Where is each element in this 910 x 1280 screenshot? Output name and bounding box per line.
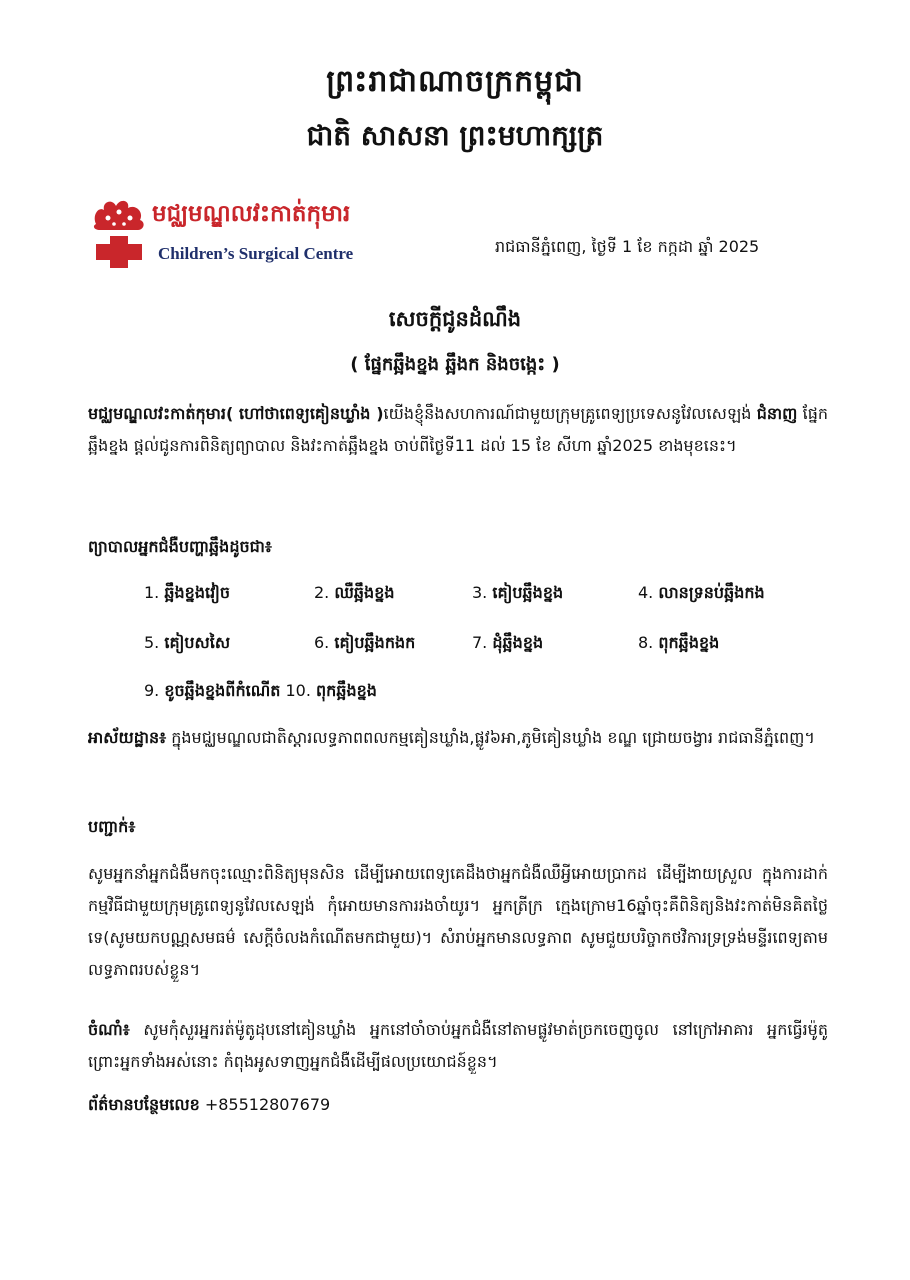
condition-number: 3. xyxy=(472,583,488,602)
condition-item xyxy=(314,582,395,606)
address-text: ក្នុងមជ្ឈមណ្ឌលជាតិស្តារលទ្ធភាពពលកម្មគៀនឃ្លាំង,ផ្លូវ៦អា,ភូមិគៀនឃ្លាំង ខណ្ឌ ជ្រោយចង្វារ រាជធានីភ្នំពេញ។ xyxy=(171,728,815,747)
condition-label: ដុំឆ្អឹងខ្នង xyxy=(492,633,544,652)
contact-line xyxy=(88,1094,330,1118)
caution-label: ចំណាំ៖ xyxy=(88,1020,130,1039)
logo-khmer-name: មជ្ឈមណ្ឌលវះកាត់កុមារ xyxy=(152,201,351,227)
condition-item xyxy=(144,582,230,606)
condition-label: គៀបឆ្អឹងកងក xyxy=(334,633,416,652)
address-paragraph xyxy=(88,722,828,754)
dateline: រាជធានីភ្នំពេញ, ថ្ងៃទី 1 ខែ កក្កដា ឆ្នាំ 2025 xyxy=(495,237,760,256)
condition-label: ឆ្អឹងខ្នងវៀច xyxy=(164,583,231,602)
caution-text: សូមកុំសួរអ្នករត់ម៉ូតូដុបនៅគៀនឃ្លាំង អ្នកនៅចាំចាប់អ្នកជំងឺនៅតាមផ្លូវមាត់ច្រកចេញចូល នៅក្រៅអាគារ អ្នកធ្វើរម៉ូតូ ព្រោះអ្នកទាំងអស់នោះ កំពុងអូសទាញអ្នកជំងឺដើម្បីផលប្រយោជន៍ខ្លួន។ xyxy=(88,1020,828,1071)
condition-number: 2. xyxy=(314,583,330,602)
condition-number: 10. xyxy=(285,681,311,700)
condition-item xyxy=(472,582,563,606)
note-label: បញ្ជាក់៖ xyxy=(88,817,136,836)
logo xyxy=(90,198,390,278)
condition-item xyxy=(472,632,543,656)
intro-text-1: យើងខ្ញុំនឹងសហការណ៍ជាមួយក្រុមគ្រូពេទ្យប្រទេសនូវែលសេឡង់ xyxy=(383,404,752,423)
intro-bold-2: ជំនាញ xyxy=(756,404,798,423)
conditions-heading: ព្យាបាលអ្នកជំងឺបញ្ហាឆ្អឹងដូចជា៖ xyxy=(88,537,272,556)
condition-label: ពុកឆ្អឹងខ្នង xyxy=(658,633,720,652)
condition-number: 8. xyxy=(638,633,654,652)
notice-title: សេចក្តីជូនដំណឹង xyxy=(388,307,522,331)
condition-label: គៀបសសៃ xyxy=(164,633,231,652)
condition-label: ខូចឆ្អឹងខ្នងពីកំណើត xyxy=(164,681,281,700)
intro-paragraph xyxy=(88,398,828,462)
condition-label: ពុកឆ្អឹងខ្នង xyxy=(316,681,377,700)
condition-number: 5. xyxy=(144,633,160,652)
condition-item xyxy=(144,632,230,656)
caution-paragraph xyxy=(88,1014,828,1078)
contact-phone: +85512807679 xyxy=(204,1095,331,1114)
intro-lead: មជ្ឈមណ្ឌលវះកាត់កុមារ( ហៅថាពេទ្យគៀនឃ្លាំង ) xyxy=(88,404,384,423)
condition-label: លានទ្រនប់ឆ្អឹងកង xyxy=(658,583,765,602)
national-motto: ជាតិ សាសនា ព្រះមហាក្សត្រ xyxy=(306,119,604,152)
condition-number: 1. xyxy=(144,583,160,602)
note-paragraph: សូមអ្នកនាំអ្នកជំងឺមកចុះឈ្មោះពិនិត្យមុនសិន ដើម្បីអោយពេទ្យគេដឹងថាអ្នកជំងឺឈឺអ្វីអោយប្រាកដ ដើម្បីងាយស្រួល ក្នុងការដាក់កម្មវិធីជាមួយក្រុមគ្រូពេទ្យនូវែលសេឡង់ កុំអោយមានការរងចាំយូរ។ អ្នកត្រីក្រ ក្មេងក្រោម16ឆ្នាំចុះគឺពិនិត្យនិងវះកាត់មិនគិតថ្លៃទេ(សូមយកបណ្ណសមធម៌ សេក្តីចំលងកំណើតមកជាមួយ)។ សំរាប់អ្នកមានលទ្ធភាព សូមជួយបរិច្ចាកថវិការទ្រទ្រង់មន្ទីរពេទ្យតាមលទ្ធភាពរបស់ខ្លួន។ xyxy=(88,864,828,979)
condition-item xyxy=(638,582,765,606)
logo-english-name: Children’s Surgical Centre xyxy=(158,244,354,263)
condition-item xyxy=(314,632,415,656)
condition-number: 4. xyxy=(638,583,654,602)
condition-label: ឈឺឆ្អឹងខ្នង xyxy=(334,583,395,602)
condition-item xyxy=(638,632,719,656)
intro-text-2: ផ្នែកឆ្អឹងខ្នង ផ្តល់ជូនការពិនិត្យព្យាបាល និងវះកាត់ឆ្អឹងខ្នង ចាប់ពីថ្ងៃទី11 ដល់ 15 ខែ សីហា ឆ្នាំ2025 ខាងមុខនេះ។ xyxy=(88,404,828,455)
address-label: អាស័យដ្ឋាន៖ xyxy=(88,728,167,747)
condition-number: 9. xyxy=(144,681,160,700)
kingdom-heading: ព្រះរាជាណាចក្រកម្ពុជា xyxy=(326,64,584,99)
condition-item xyxy=(144,680,377,704)
contact-label: ព័ត៌មានបន្ថែមលេខ xyxy=(88,1095,200,1114)
condition-number: 7. xyxy=(472,633,488,652)
condition-number: 6. xyxy=(314,633,330,652)
condition-label: គៀបឆ្អឹងខ្នង xyxy=(492,583,564,602)
cross-emblem-icon xyxy=(90,198,148,268)
notice-subtitle: ( ផ្នែកឆ្អឹងខ្នង ឆ្អឹងក និងចង្កេះ ) xyxy=(350,354,560,375)
